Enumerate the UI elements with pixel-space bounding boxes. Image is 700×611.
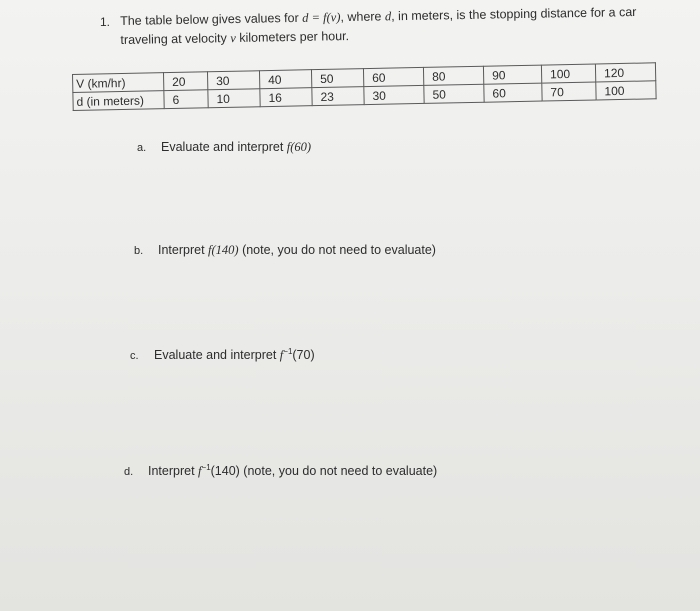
table-cell: 16 [260,88,312,107]
table-cell: 6 [164,90,208,109]
question-number: 1. [100,15,111,29]
part-letter: b. [134,245,144,257]
function-argument: (140) [210,464,240,479]
velocity-distance-table [72,62,657,111]
table-cell: 70 [542,82,596,101]
table-cell: 120 [595,63,655,82]
table-cell: 20 [163,72,207,91]
function-argument: (70) [292,348,315,363]
row-header-velocity: V (km/hr) [73,73,164,93]
part-d [124,463,437,479]
function-expression: f(60) [286,140,312,154]
table-cell: 100 [541,64,595,83]
table-cell: 100 [596,81,656,100]
part-b [134,243,436,258]
table-cell: 50 [424,84,484,103]
table-cell: 23 [312,87,364,106]
inverse-superscript: −1 [201,463,211,472]
variable-v: v [230,30,236,46]
question-text-part: The table below gives values for [120,10,303,28]
table-cell: 60 [363,67,423,86]
row-header-distance: d (in meters) [73,91,164,111]
part-text: Interpret [148,464,199,479]
part-note: (note, you do not need to evaluate) [238,243,436,257]
function-expression: f(140) [208,243,239,257]
question-text-part: , where [340,9,386,25]
variable-d: d [384,9,392,24]
question-text [120,2,681,50]
table-cell: 30 [364,85,424,104]
function-expression: f [198,464,202,479]
part-c [130,347,315,363]
part-note: (note, you do not need to evaluate) [239,464,438,479]
table-cell: 30 [207,71,259,90]
table-cell: 50 [311,69,363,88]
question-text-part: kilometers per hour. [235,29,350,45]
table-cell: 80 [423,66,483,85]
function-expression: f [279,348,284,363]
part-letter: c. [130,350,139,363]
question-text-part: traveling at velocity [120,31,231,47]
part-text: Evaluate and interpret [161,140,287,154]
part-text: Interpret [158,243,209,257]
question-text-part: , in meters, is the stopping distance for a car [391,4,637,24]
table-cell: 10 [208,89,260,108]
part-text: Evaluate and interpret [154,348,280,363]
function-notation: d = f(v) [302,10,341,25]
part-letter: a. [137,142,147,154]
table-cell: 40 [259,70,311,89]
table-cell: 60 [484,83,542,102]
part-a [137,140,311,155]
part-letter: d. [124,466,134,479]
inverse-superscript: −1 [283,347,293,356]
table-cell: 90 [483,65,541,84]
